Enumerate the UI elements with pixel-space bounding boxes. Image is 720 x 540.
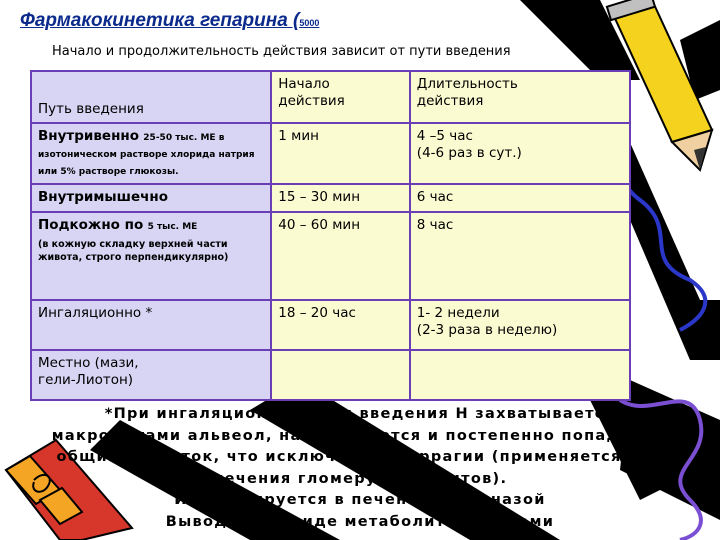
table-row — [31, 123, 630, 184]
table-row — [31, 184, 630, 212]
onset-cell: 1 мин — [271, 123, 410, 184]
route-cell: Местно (мази, гели-Лиотон) — [31, 350, 271, 400]
duration-cell: 1- 2 недели (2-3 раза в неделю) — [410, 300, 630, 350]
footnote-line: Выводится в виде метаболитов почками — [165, 513, 555, 530]
duration-cell: 6 час — [410, 184, 630, 212]
table-row — [31, 300, 630, 350]
onset-cell: 18 – 20 час — [271, 300, 410, 350]
inhalation-footnote — [0, 404, 720, 533]
route-cell: Внутривенно 25-50 тыс. МЕ в изотоническом растворе хлорида натрия или 5% растворе глюкозы. — [31, 123, 271, 184]
duration-cell: 8 час — [410, 212, 630, 300]
route-note: 25-50 тыс. МЕ в изотоническом растворе хлорида натрия или 5% растворе глюкозы. — [38, 133, 255, 177]
page-title — [20, 10, 319, 32]
table-header-row — [31, 71, 630, 123]
header-route: Путь введения — [31, 71, 271, 123]
footnote-line: лечения гломерулонефритов). — [212, 470, 508, 487]
header-duration: Длительность действия — [410, 71, 630, 123]
header-onset: Начало действия — [271, 71, 410, 123]
route-cell: Подкожно по 5 тыс. МЕ (в кожную складку верхней части живота, строго перпендикулярно) — [31, 212, 271, 300]
route-cell: Внутримышечно — [31, 184, 271, 212]
onset-cell: 15 – 30 мин — [271, 184, 410, 212]
route-note-detail: (в кожную складку верхней части живота, строго перпендикулярно) — [38, 239, 229, 263]
page-subtitle: Начало и продолжительность действия зависит от пути введения — [52, 44, 511, 59]
table-row — [31, 350, 630, 400]
footnote-line: общий кровоток, что исключает геморрагии (применяется для — [56, 449, 664, 465]
footnote-line: макрофагами альвеол, накапливается и постепенно попадает в — [51, 427, 669, 444]
route-cell: Ингаляционно * — [31, 300, 271, 350]
duration-cell — [410, 350, 630, 400]
title-dose: 5000 — [299, 18, 320, 28]
route-note: 5 тыс. МЕ — [147, 222, 198, 232]
title-main: Фармакокинетика гепарина ( — [20, 10, 300, 31]
table-row — [31, 212, 630, 300]
footnote-line: *При ингаляционном пути введения H захватывается — [104, 406, 616, 422]
footnote-line: Инактивируется в печени гепариназой — [174, 492, 546, 508]
pharmacokinetics-table — [30, 70, 631, 401]
duration-cell: 4 –5 час (4-6 раз в сут.) — [410, 123, 630, 184]
onset-cell: 40 – 60 мин — [271, 212, 410, 300]
onset-cell — [271, 350, 410, 400]
